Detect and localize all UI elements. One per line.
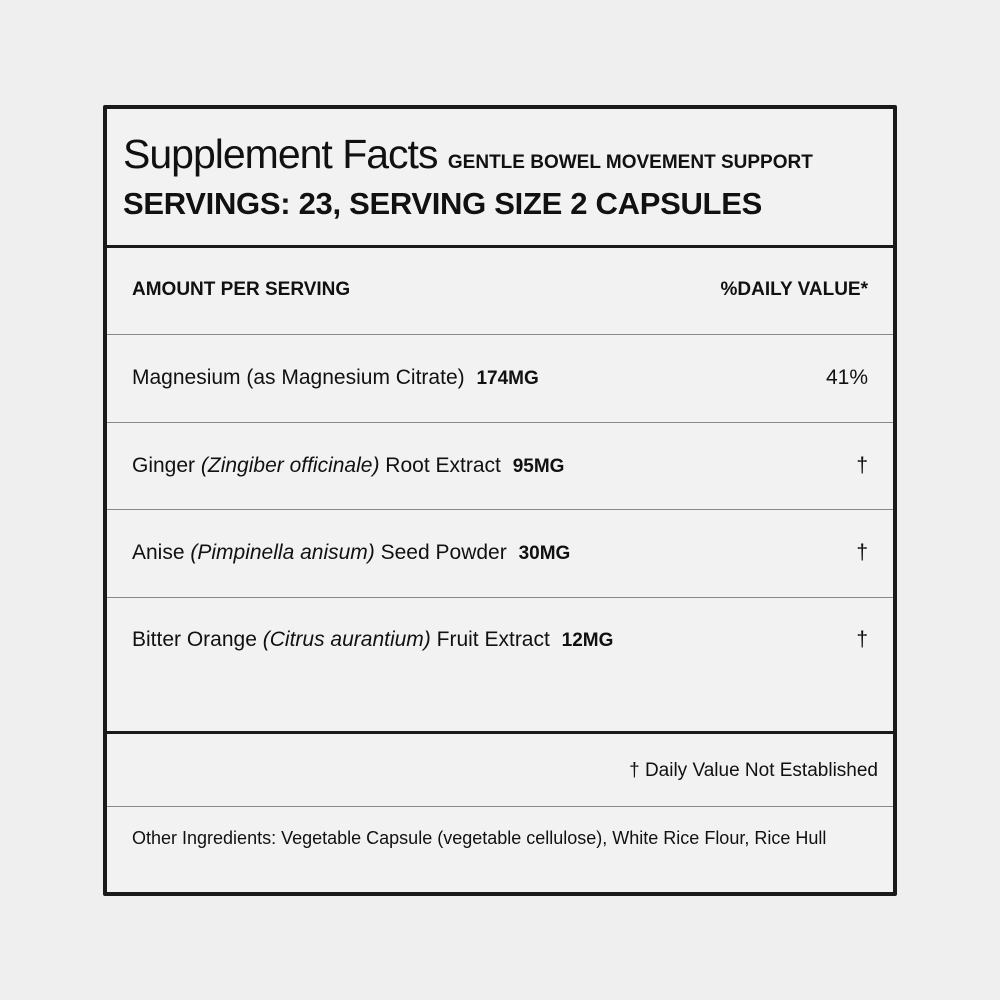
ingredient-label [132, 454, 564, 478]
ingredient-daily-value: † [856, 628, 868, 651]
ingredient-latin-name: (Pimpinella anisum) [190, 541, 375, 564]
product-subtitle: GENTLE BOWEL MOVEMENT SUPPORT [447, 152, 813, 173]
ingredient-label [132, 628, 613, 652]
ingredient-row [107, 598, 893, 731]
ingredient-amount: 174MG [476, 368, 539, 389]
ingredient-name: Anise [132, 541, 185, 564]
daily-value-header: %DAILY VALUE* [720, 279, 868, 300]
title-line [123, 131, 813, 178]
ingredient-row [107, 423, 893, 510]
daily-value-footnote: † Daily Value Not Established [629, 760, 878, 781]
facts-title: Supplement Facts [123, 131, 438, 177]
ingredient-part: Fruit Extract [436, 628, 550, 651]
ingredient-row [107, 335, 893, 423]
ingredient-name: Ginger [132, 454, 196, 477]
ingredient-label [132, 366, 539, 390]
footnote-divider [107, 806, 893, 807]
amount-per-serving-header: AMOUNT PER SERVING [132, 279, 351, 300]
column-header-row [107, 248, 893, 335]
ingredient-amount: 95MG [512, 456, 565, 477]
ingredient-name: Magnesium (as Magnesium Citrate) [132, 366, 465, 389]
ingredient-part: Root Extract [385, 454, 501, 477]
ingredient-row [107, 510, 893, 598]
supplement-facts-panel [103, 105, 897, 896]
ingredient-name: Bitter Orange [132, 628, 257, 651]
facts-header [107, 109, 893, 248]
thick-divider [107, 731, 893, 734]
servings-line: SERVINGS: 23, SERVING SIZE 2 CAPSULES [123, 186, 762, 221]
other-ingredients: Other Ingredients: Vegetable Capsule (vegetable cellulose), White Rice Flour, Rice Hull [132, 828, 827, 848]
ingredient-amount: 12MG [561, 630, 614, 651]
ingredient-label [132, 541, 570, 565]
ingredient-part: Seed Powder [380, 541, 507, 564]
ingredient-latin-name: (Citrus aurantium) [262, 628, 431, 651]
ingredient-daily-value: 41% [825, 366, 868, 389]
ingredient-daily-value: † [856, 454, 868, 477]
ingredient-daily-value: † [856, 541, 868, 564]
ingredient-latin-name: (Zingiber officinale) [200, 454, 380, 477]
ingredient-amount: 30MG [518, 543, 571, 564]
